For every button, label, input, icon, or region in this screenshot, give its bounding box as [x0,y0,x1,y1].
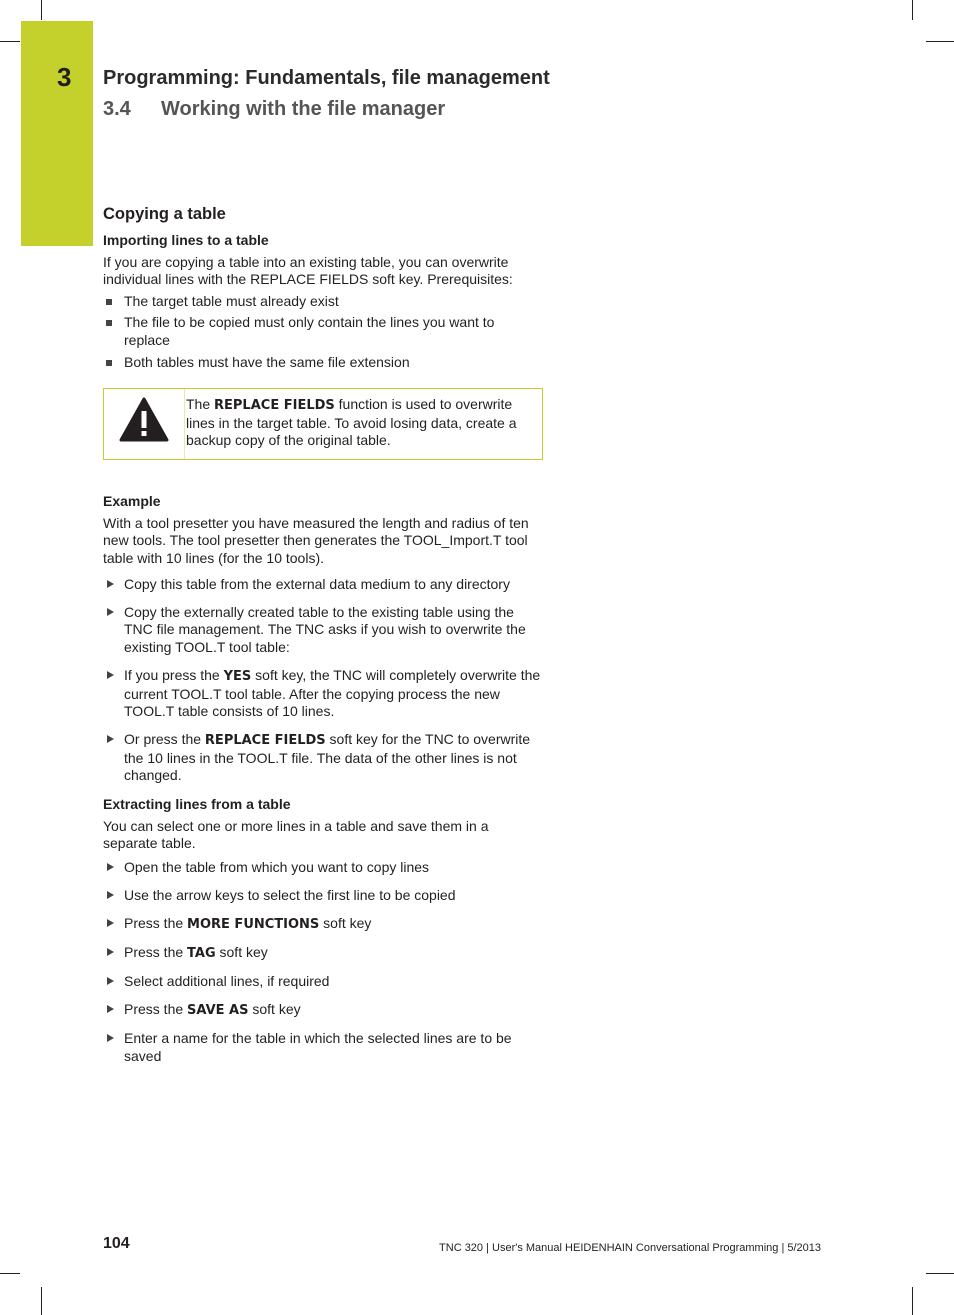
prerequisites-list [103,293,543,371]
chapter-tab [21,21,93,246]
section-number: 3.4 [103,98,131,120]
arrow-bullet-icon [107,608,114,616]
softkey-label: MORE FUNCTIONS [187,916,320,932]
list-item [103,354,543,372]
step-text: Open the table from which you want to copy lines [124,858,430,875]
step-item [103,887,543,905]
arrow-bullet-icon [107,891,114,899]
warning-text-part: The [186,396,215,413]
chapter-number: 3 [57,62,72,92]
list-item [103,293,543,311]
step-text: Select additional lines, if required [124,973,330,990]
list-item-text: The file to be copied must only contain the lines you want to replace [124,314,495,348]
step-item [103,604,543,657]
importing-heading: Importing lines to a table [103,232,269,248]
arrow-bullet-icon [107,977,114,985]
warning-triangle-icon [119,397,169,443]
chapter-title: Programming: Fundamentals, file management [103,67,550,89]
step-text: soft key [215,944,268,961]
crop-mark [926,41,954,42]
arrow-bullet-icon [107,580,114,588]
arrow-bullet-icon [107,1034,114,1042]
extracting-steps [103,859,543,1066]
section-title [103,98,445,121]
step-item [103,1001,543,1020]
softkey-label: REPLACE FIELDS [214,398,335,414]
extracting-heading: Extracting lines from a table [103,795,291,812]
arrow-bullet-icon [107,948,114,956]
arrow-bullet-icon [107,1005,114,1013]
arrow-bullet-icon [107,735,114,743]
crop-mark [912,0,913,20]
softkey-label: REPLACE FIELDS [204,733,326,749]
warning-divider [184,389,185,459]
step-text: Use the arrow keys to select the first line to be copied [124,886,456,903]
warning-text-part: function is used to overwrite lines in the target table. To avoid losing data, create a backup copy of the original table. [186,396,517,449]
step-item [103,1030,543,1065]
list-item [103,314,543,349]
square-bullet-icon [106,360,112,366]
step-text: soft key [319,914,372,931]
softkey-label: YES [223,668,252,684]
step-text: Enter a name for the table in which the selected lines are to be saved [124,1030,512,1064]
section-title-text: Working with the file manager [161,98,446,120]
crop-mark [0,41,20,42]
example-steps [103,576,543,785]
list-item-text: Both tables must have the same file extension [124,353,410,370]
crop-mark [41,1287,42,1315]
step-item [103,731,543,785]
step-text: soft key for the TNC to overwrite the 10 lines in the TOOL.T file. The data of the other lines is not changed. [124,731,531,784]
step-text: If you press the [124,666,224,683]
crop-mark [41,0,42,20]
arrow-bullet-icon [107,671,114,679]
step-text: Or press the [124,731,205,748]
importing-intro: If you are copying a table into an existing table, you can overwrite individual lines with the REPLACE FIELDS soft key. Prerequisites: [103,253,513,288]
warning-text [186,396,536,450]
step-item [103,859,543,877]
square-bullet-icon [106,320,112,326]
softkey-label: TAG [187,946,216,962]
step-text: Copy this table from the external data medium to any directory [124,575,510,592]
step-text: Press the [124,1001,188,1018]
page-number: 104 [103,1235,130,1252]
list-item-text: The target table must already exist [124,292,339,309]
square-bullet-icon [106,299,112,305]
step-text: Press the [124,944,188,961]
step-item [103,667,543,721]
step-text: Press the [124,914,188,931]
example-intro: With a tool presetter you have measured the length and radius of ten new tools. The tool presetter then generates the TOOL_Import.T tool table with 10 lines (for the 10 tools). [103,514,529,566]
step-text: Copy the externally created table to the existing table using the TNC file management. The TNC asks if you wish to overwrite the existing TOOL.T tool table: [124,603,526,655]
footer-text: TNC 320 | User's Manual HEIDENHAIN Conversational Programming | 5/2013 [439,1242,821,1254]
crop-mark [912,1287,913,1315]
warning-box [103,388,543,460]
crop-mark [926,1273,954,1274]
extracting-intro: You can select one or more lines in a table and save them in a separate table. [103,817,489,852]
softkey-label: SAVE AS [187,1003,249,1019]
step-text: soft key, the TNC will completely overwrite the current TOOL.T tool table. After the copying process the new TOOL.T table consists of 10 lines. [124,666,541,720]
crop-mark [0,1273,20,1274]
step-item [103,915,543,934]
step-item [103,973,543,991]
step-text: soft key [248,1001,301,1018]
arrow-bullet-icon [107,919,114,927]
arrow-bullet-icon [107,863,114,871]
example-heading: Example [103,493,161,510]
step-item [103,576,543,594]
step-item [103,944,543,963]
topic-heading: Copying a table [103,205,226,223]
main-content [103,204,543,1076]
